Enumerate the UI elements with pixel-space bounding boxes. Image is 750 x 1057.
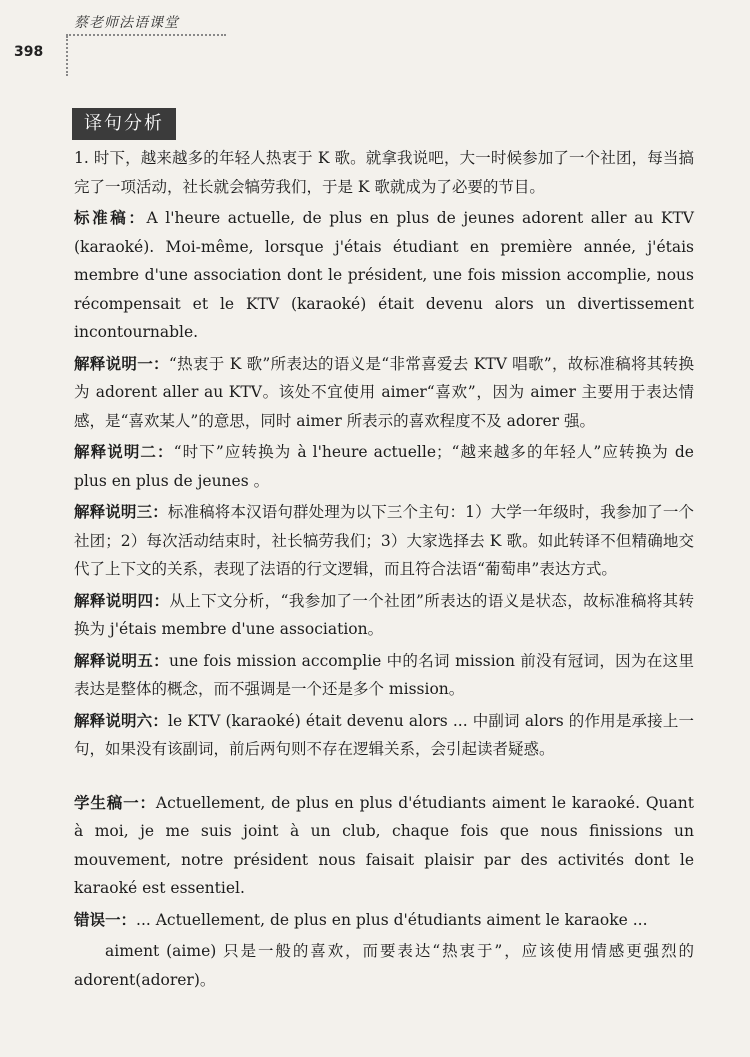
paragraph-gap <box>74 767 694 789</box>
source-sentence: 1. 时下，越来越多的年轻人热衷于 K 歌。就拿我说吧，大一时候参加了一个社团，每当搞完了一项活动，社长就会犒劳我们，于是 K 歌就成为了必要的节目。 <box>74 149 694 196</box>
error-line <box>74 906 694 935</box>
note-label: 解释说明三： <box>74 503 168 521</box>
note-label: 解释说明五： <box>74 651 169 670</box>
error-text: ... Actuellement, de plus en plus d'étudiants aiment le karaoke ... <box>136 910 648 929</box>
explanation-note-6 <box>74 707 694 764</box>
note-label: 解释说明六： <box>74 711 169 730</box>
explanation-note-5 <box>74 647 694 704</box>
standard-text: A l'heure actuelle, de plus en plus de jeunes adorent aller au KTV (karaoké). Moi-même, lorsque j'étais étudiant en première année, j'étais membre d'une association dont le président, une fois mission accomplie, nous récompensait et le KTV (karaoké) était devenu alors un divertissement incontournable. <box>74 209 694 341</box>
error-explanation: aiment (aime) 只是一般的喜欢，而要表达“热衷于”，应该使用情感更强烈的 adorent(adorer)。 <box>74 942 694 989</box>
page-content <box>74 144 694 997</box>
note-text: le KTV (karaoké) était devenu alors ... 中副词 alors 的作用是承接上一句，如果没有该副词，前后两句则不存在逻辑关系，会引起读者疑惑。 <box>74 711 694 758</box>
note-text: “热衷于 K 歌”所表达的语义是“非常喜爱去 KTV 唱歌”，故标准稿将其转换为 adorent aller au KTV。该处不宜使用 aimer“喜欢”，因为 aimer 主要用于表达情感，是“喜欢某人”的意思，同时 aimer 所表示的喜欢程度不及 adorer 强。 <box>74 354 694 430</box>
note-text: “时下”应转换为 à l'heure actuelle；“越来越多的年轻人”应转换为 de plus en plus de jeunes 。 <box>74 443 694 490</box>
student-label: 学生稿一： <box>74 793 156 812</box>
note-text: une fois mission accomplie 中的名词 mission 前没有冠词，因为在这里表达是整体的概念，而不强调是一个还是多个 mission。 <box>74 651 694 698</box>
note-text: 标准稿将本汉语句群处理为以下三个主句：1）大学一年级时，我参加了一个社团；2）每次活动结束时，社长犒劳我们；3）大家选择去 K 歌。如此转译不但精确地交代了上下文的关系，表现了法语的行文逻辑，而且符合法语“葡萄串”表达方式。 <box>74 503 694 578</box>
student-draft <box>74 789 694 903</box>
error-label: 错误一： <box>74 910 137 929</box>
explanation-note-4 <box>74 587 694 644</box>
student-text: Actuellement, de plus en plus d'étudiants aiment le karaoké. Quant à moi, je me suis joint à un club, chaque fois que nous finissions un mouvement, notre président nous faisait plaisir par des activités dont le karaoké est essentiel. <box>74 793 694 897</box>
section-heading: 译句分析 <box>72 108 176 140</box>
page-number: 398 <box>14 44 44 60</box>
running-head-dotted-rule <box>66 34 226 36</box>
standard-translation <box>74 204 694 347</box>
explanation-note-1 <box>74 350 694 436</box>
explanation-note-2 <box>74 438 694 495</box>
note-label: 解释说明二： <box>74 443 174 461</box>
standard-label: 标准稿： <box>74 209 147 227</box>
explanation-note-3 <box>74 498 694 584</box>
margin-dotted-rule <box>66 36 68 76</box>
note-label: 解释说明四： <box>74 591 170 610</box>
note-label: 解释说明一： <box>74 354 169 373</box>
running-head: 蔡老师法语课堂 <box>74 15 179 31</box>
note-text: 从上下文分析，“我参加了一个社团”所表达的语义是状态，故标准稿将其转换为 j'étais membre d'une association。 <box>74 591 694 638</box>
